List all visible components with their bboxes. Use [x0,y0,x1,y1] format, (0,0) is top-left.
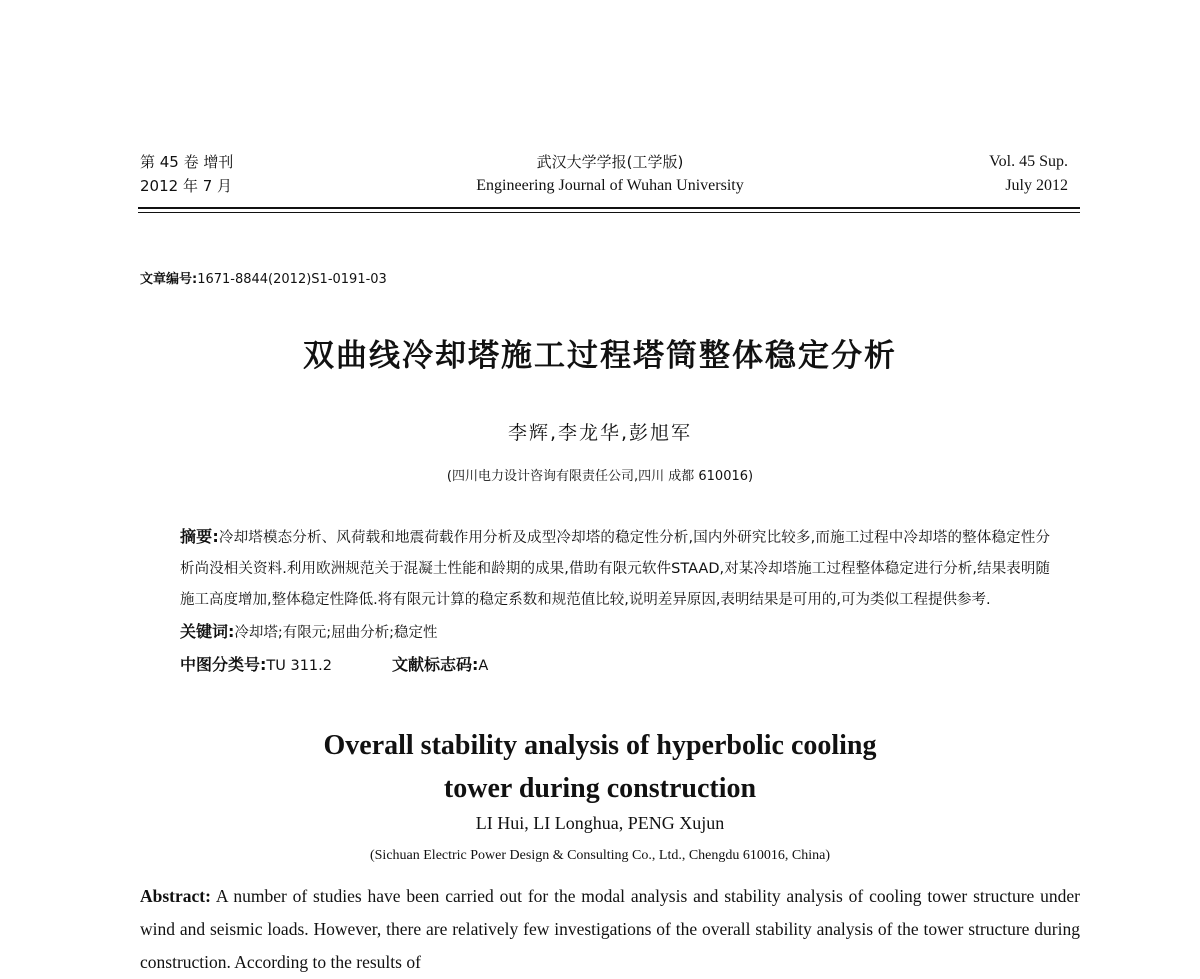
authors-cn: 李辉,李龙华,彭旭军 [507,422,693,444]
title-cn: 双曲线冷却塔施工过程塔筒整体稳定分析 [303,338,897,374]
volume-info-en [989,150,1068,198]
journal-name-en: Engineering Journal of Wuhan University [476,177,744,194]
volume-info [140,150,233,198]
authors-en: LI Hui, LI Longhua, PENG Xujun [475,813,725,833]
volume-issue: 第 45 卷 增刊 [140,153,234,171]
title-en-line-1: Overall stability analysis of hyperbolic cooling [323,730,877,761]
affiliation-cn: (四川电力设计咨询有限责任公司,四川 成都 610016) [446,469,754,484]
abstract-en [140,880,1080,979]
abstract-cn-label: 摘要: [180,527,219,546]
abstract-en-text: A number of studies have been carried out for the modal analysis and stability analysis of cooling tower structure under wind and seismic loads. However, there are relatively few investigations of the overall stability analysis of the tower structure during construction. According to the results of [140,886,1080,972]
doc-code-value: A [478,658,489,674]
publication-date: 2012 年 7 月 [140,177,233,195]
abstract-cn [180,521,1050,682]
volume-en: Vol. 45 Sup. [989,153,1068,170]
header-rule-top [138,207,1080,209]
doc-code-label: 文献标志码: [392,655,479,674]
article-number-value: 1671-8844(2012)S1-0191-03 [197,272,387,287]
classification-value: TU 311.2 [266,658,332,674]
classification-label: 中图分类号: [180,655,267,674]
abstract-cn-text: 冷却塔模态分析、风荷载和地震荷载作用分析及成型冷却塔的稳定性分析,国内外研究比较多,而施工过程中冷却塔的整体稳定性分析尚没相关资料.利用欧洲规范关于混凝土性能和龄期的成果,借助有限元软件STAAD,对某冷却塔施工过程整体稳定进行分析,结果表明随施工高度增加,整体稳定性降低.将有限元计算的稳定系数和规范值比较,说明差异原因,表明结果是可用的,可为类似工程提供参考. [180,530,1050,608]
title-en [0,724,1200,810]
abstract-en-label: Abstract: [140,886,211,906]
affiliation-en: (Sichuan Electric Power Design & Consulting Co., Ltd., Chengdu 610016, China) [369,848,830,863]
title-en-line-2: tower during construction [443,773,757,804]
keywords-label: 关键词: [180,622,235,641]
journal-name-cn: 武汉大学学报(工学版) [536,153,684,171]
journal-name [400,150,820,198]
keywords-text: 冷却塔;有限元;屈曲分析;稳定性 [234,625,438,641]
header-rule-bottom [138,212,1080,213]
article-number [140,268,387,287]
article-number-label: 文章编号: [140,272,198,287]
date-en: July 2012 [1005,177,1068,194]
